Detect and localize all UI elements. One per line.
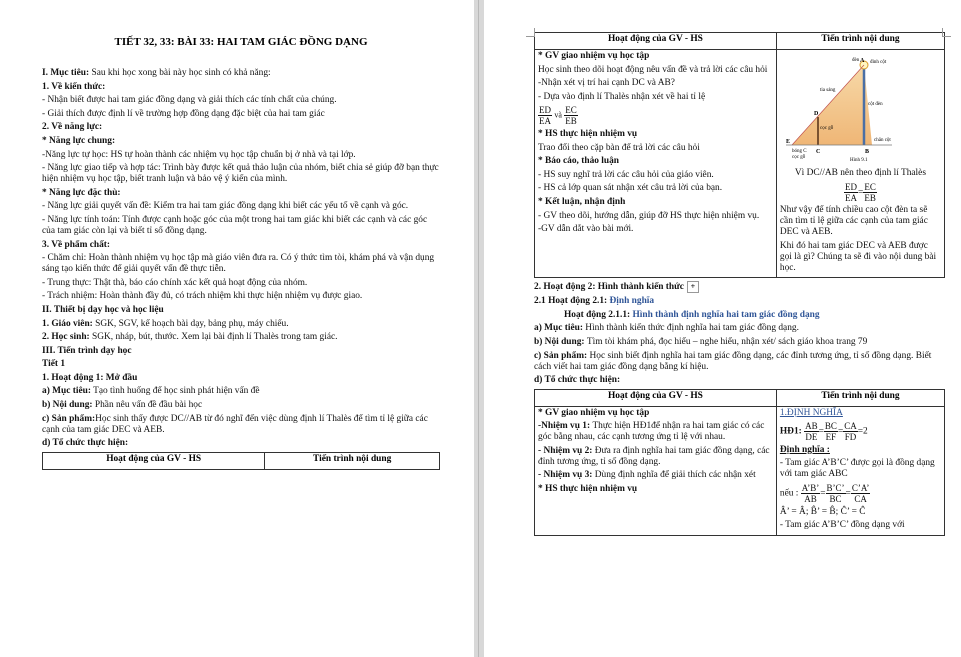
text-line: Tiết 1 (42, 359, 66, 370)
fraction: $\frac{A’B’}{AB}$ (801, 483, 820, 505)
table-move-handle-icon[interactable]: + (687, 281, 699, 293)
document-page-2 (484, 0, 961, 657)
label-dinh-cot: đỉnh cột (869, 60, 887, 65)
label-cot-den: cột đèn (867, 102, 883, 107)
section-2-intro (534, 281, 945, 386)
col-content-progress: Tiến trình nội dung (776, 389, 944, 406)
text-line: - Nhận biết được hai tam giác đồng dạng và giải thích các tính chất của chúng. (42, 95, 337, 106)
text-line: * Kết luận, nhận định (538, 196, 626, 207)
text-line: - Nhiệm vụ 2: Đưa ra định nghĩa hai tam giác đồng dạng, các đỉnh tương ứng, tỉ số đồng dạng. (538, 445, 770, 467)
text-line: -Nhiệm vụ 1: Thực hiện HĐ1để nhận ra hai tam giác có các góc bằng nhau, các cạnh tương ứng tỉ lệ với nhau. (538, 421, 765, 443)
text-line: * HS thực hiện nhiệm vụ (538, 128, 638, 139)
text-line: * Năng lực đặc thù: (42, 187, 121, 198)
text-line: Học sinh theo dõi hoạt động nêu vấn đề và trả lời các câu hỏi (538, 64, 768, 75)
fraction: $\frac{BC}{EF}$ (824, 421, 837, 443)
svg-text:B: B (864, 149, 869, 155)
col-teacher-student: Hoạt động của GV - HS (535, 389, 777, 406)
activity-cell-left (535, 50, 777, 278)
angle-equalities: Â’ = Â; B̂’ = B̂; Ĉ’ = Ĉ (779, 506, 866, 517)
text-line: 1. Hoạt động 1: Mở đầu (42, 372, 138, 383)
text-line: 2. Về năng lực: (42, 122, 103, 133)
text-line: * Báo cáo, thảo luận (538, 156, 620, 167)
content-cell-right (776, 50, 944, 278)
svg-text:E: E (785, 139, 790, 145)
text-line: -Nhận xét vị trí hai cạnh DC và AB? (538, 78, 675, 89)
activity-table-2 (534, 389, 945, 536)
label-tia-sang: tia sáng (819, 88, 836, 93)
svg-text:D: D (813, 111, 819, 117)
page1-body (42, 68, 440, 449)
text-line: d) Tổ chức thực hiện: (42, 438, 129, 449)
text-line: 1. Giáo viên: SGK, SGV, kế hoạch bài dạy, bảng phụ, máy chiếu. (42, 318, 289, 329)
col-teacher-student: Hoạt động của GV - HS (535, 33, 777, 50)
figure-caption: Hình 9.1 (849, 158, 868, 163)
fraction: $\frac{CA}{FD}$ (844, 421, 857, 443)
section-paragraph: c) Sản phẩm: Học sinh biết định nghĩa hai tam giác đồng dạng, các đỉnh tương ứng, tỉ số đồng dạng. Biết cách viết hai tam giác đồng dạng bằng kí hiệu. (534, 350, 932, 372)
activity-table-header (42, 452, 440, 470)
section-heading: 2.1 Hoạt động 2.1: Định nghĩa (534, 296, 655, 307)
text-line: -Năng lực tự học: HS tự hoàn thành các nhiệm vụ học tập chuẩn bị ở nhà và tại lớp. (42, 149, 356, 160)
text-line: - Năng lực tính toán: Tính được cạnh hoặc góc của một trong hai tam giác khi biết các cạnh và các góc của tam giác còn lại và biết tỉ số đồng dạng. (42, 214, 428, 236)
text-line: - Năng lực giải quyết vấn đề: Kiểm tra hai tam giác đồng dạng khi biết các yếu tố về cạnh và góc. (42, 201, 409, 212)
thales-ratio-left: $\frac{ED}{EA}$ và $\frac{EC}{EB}$ (539, 105, 577, 127)
label-bong-c: bóng C (791, 149, 807, 154)
content-paragraph-2: Khi đó hai tam giác DEC và AEB được gọi là gì? Chúng ta sẽ đi vào nội dung bài học. (779, 240, 937, 273)
fraction: $\frac{AB}{DE}$ (805, 421, 818, 443)
section-paragraph: b) Nội dung: Tìm tòi khám phá, đọc hiểu – nghe hiểu, nhận xét/ sách giáo khoa trang 79 (534, 336, 868, 347)
text-line: a) Mục tiêu: Tạo tình huống để học sinh phát hiện vấn đề (42, 386, 260, 397)
text-line: III. Tiến trình dạy học (42, 345, 132, 356)
text-line: 3. Về phẩm chất: (42, 239, 111, 250)
definition-label: Định nghĩa : (779, 444, 830, 455)
content-paragraph-1: Như vậy để tính chiều cao cột đèn ta sẽ cần tìm tỉ lệ giữa các cạnh của tam giác DEC và AEB. (779, 205, 928, 238)
corner-mark (526, 28, 535, 37)
text-line: * GV giao nhiệm vụ học tập (538, 407, 650, 418)
hd1-ratios: HĐ1: $\frac{AB}{DE}$ = $\frac{BC}{EF}$ = $\frac{CA}{FD}$ =2 (779, 421, 868, 443)
svg-text:A: A (859, 58, 865, 64)
col-content-progress: Tiến trình nội dung (776, 33, 944, 50)
text-line: - Trung thực: Thật thà, báo cáo chính xác kết quả hoạt động của nhóm. (42, 277, 308, 288)
text-line: -GV dẫn dắt vào bài mới. (538, 224, 634, 235)
col-content-progress: Tiến trình nội dung (265, 452, 440, 469)
text-line: - HS suy nghĩ trả lời các câu hỏi của giáo viên. (538, 169, 714, 180)
definition-last-line: - Tam giác A’B’C’ đồng dạng với (779, 520, 905, 531)
fraction: $\frac{EC}{EB}$ (565, 105, 577, 127)
text-line: * Năng lực chung: (42, 135, 116, 146)
definition-heading: 1.ĐỊNH NGHĨA (779, 407, 843, 418)
section-paragraph: a) Mục tiêu: Hình thành kiến thức định nghĩa hai tam giác đồng dạng. (534, 323, 799, 334)
page-gap (474, 0, 484, 657)
fraction: $\frac{B’C’}{BC}$ (826, 483, 845, 505)
label-coc-go: cọc gỗ (819, 126, 834, 131)
definition-text: - Tam giác A’B’C’ được gọi là đồng dạng với tam giác ABC (779, 458, 935, 480)
text-line: - Dựa vào định lí Thalès nhận xét về hai tỉ lệ (538, 91, 706, 102)
text-line: I. Mục tiêu: Sau khi học xong bài này học sinh có khả năng: (42, 68, 271, 78)
section-paragraph: d) Tổ chức thực hiện: (534, 375, 621, 386)
definition-cell-right (776, 406, 944, 535)
text-line: II. Thiết bị dạy học và học liệu (42, 304, 164, 315)
text-line: c) Sản phẩm:Học sinh thấy được DC//AB từ đó nghĩ đến việc dùng định lí Thalès để tìm tỉ lệ giữa các cạnh của tam giác DEC và AEB. (42, 413, 428, 435)
lesson-title: TIẾT 32, 33: BÀI 33: HAI TAM GIÁC ĐỒNG DẠNG (114, 36, 368, 48)
corner-mark (942, 28, 951, 37)
svg-text:C: C (815, 149, 821, 155)
text-line: - Năng lực giao tiếp và hợp tác: Trình bày được kết quả thảo luận của nhóm, biết chia sẻ giúp đỡ bạn thực hiện nhiệm vụ học tập, biết tranh luận và bảo vệ ý kiến của mình. (42, 163, 439, 185)
section-heading: 2. Hoạt động 2: Hình thành kiến thức + (534, 281, 945, 293)
thales-ratio-right: $\frac{ED}{EA}$ = $\frac{EC}{EB}$ (845, 181, 876, 203)
thales-statement: Vì DC//AB nên theo định lí Thalès (794, 168, 926, 178)
text-line: - Trách nhiệm: Hoàn thành đầy đủ, có trách nhiệm khi thực hiện nhiệm vụ được giao. (42, 291, 363, 302)
text-line: * HS thực hiện nhiệm vụ (538, 484, 638, 495)
text-line: - HS cả lớp quan sát nhận xét câu trả lời của bạn. (538, 183, 723, 194)
definition-condition: nếu : $\frac{A’B’}{AB}$ = $\frac{B’C’}{BC}$ = $\frac{C’A’}{CA}$ (779, 483, 870, 505)
label-den: đèn (851, 58, 860, 63)
label-coc-go-2: cọc gỗ (791, 155, 806, 160)
text-line: * GV giao nhiệm vụ học tập (538, 51, 650, 61)
col-teacher-student: Hoạt động của GV - HS (43, 452, 265, 469)
section-heading: Hoạt động 2.1.1: Hình thành định nghĩa hai tam giác đồng dạng (564, 309, 820, 320)
text-line: b) Nội dung: Phần nêu vấn đề đầu bài học (42, 400, 203, 411)
activity-table-1 (534, 32, 945, 278)
fraction: $\frac{C’A’}{CA}$ (851, 483, 870, 505)
text-line: - Giải thích được định lí về trường hợp đồng dạng đặc biệt của hai tam giác (42, 108, 325, 119)
label-chan-cot: chân cột (873, 138, 891, 143)
text-line: 2. Học sinh: SGK, nháp, bút, thước. Xem lại bài định lí Thalès trong tam giác. (42, 332, 338, 343)
text-line: - Nhiệm vụ 3: Dùng định nghĩa để giải thích các nhận xét (538, 470, 756, 481)
text-line: Trao đổi theo cặp bàn để trả lời các câu hỏi (538, 142, 700, 153)
fraction: $\frac{ED}{EA}$ (539, 105, 551, 127)
text-line: - Chăm chỉ: Hoàn thành nhiệm vụ học tập mà giáo viên đưa ra. Có ý thức tìm tòi, khám phá và vận dụng sáng tạo kiến thức để giải quyết vấn đề thực tiễn. (42, 253, 435, 275)
text-line: - GV theo dõi, hướng dẫn, giúp đỡ HS thực hiện nhiệm vụ. (538, 210, 760, 221)
text-line: 1. Về kiến thức: (42, 81, 106, 92)
lamp-post-figure (780, 53, 898, 165)
activity-cell-left (535, 406, 777, 535)
document-page-1 (0, 0, 474, 657)
